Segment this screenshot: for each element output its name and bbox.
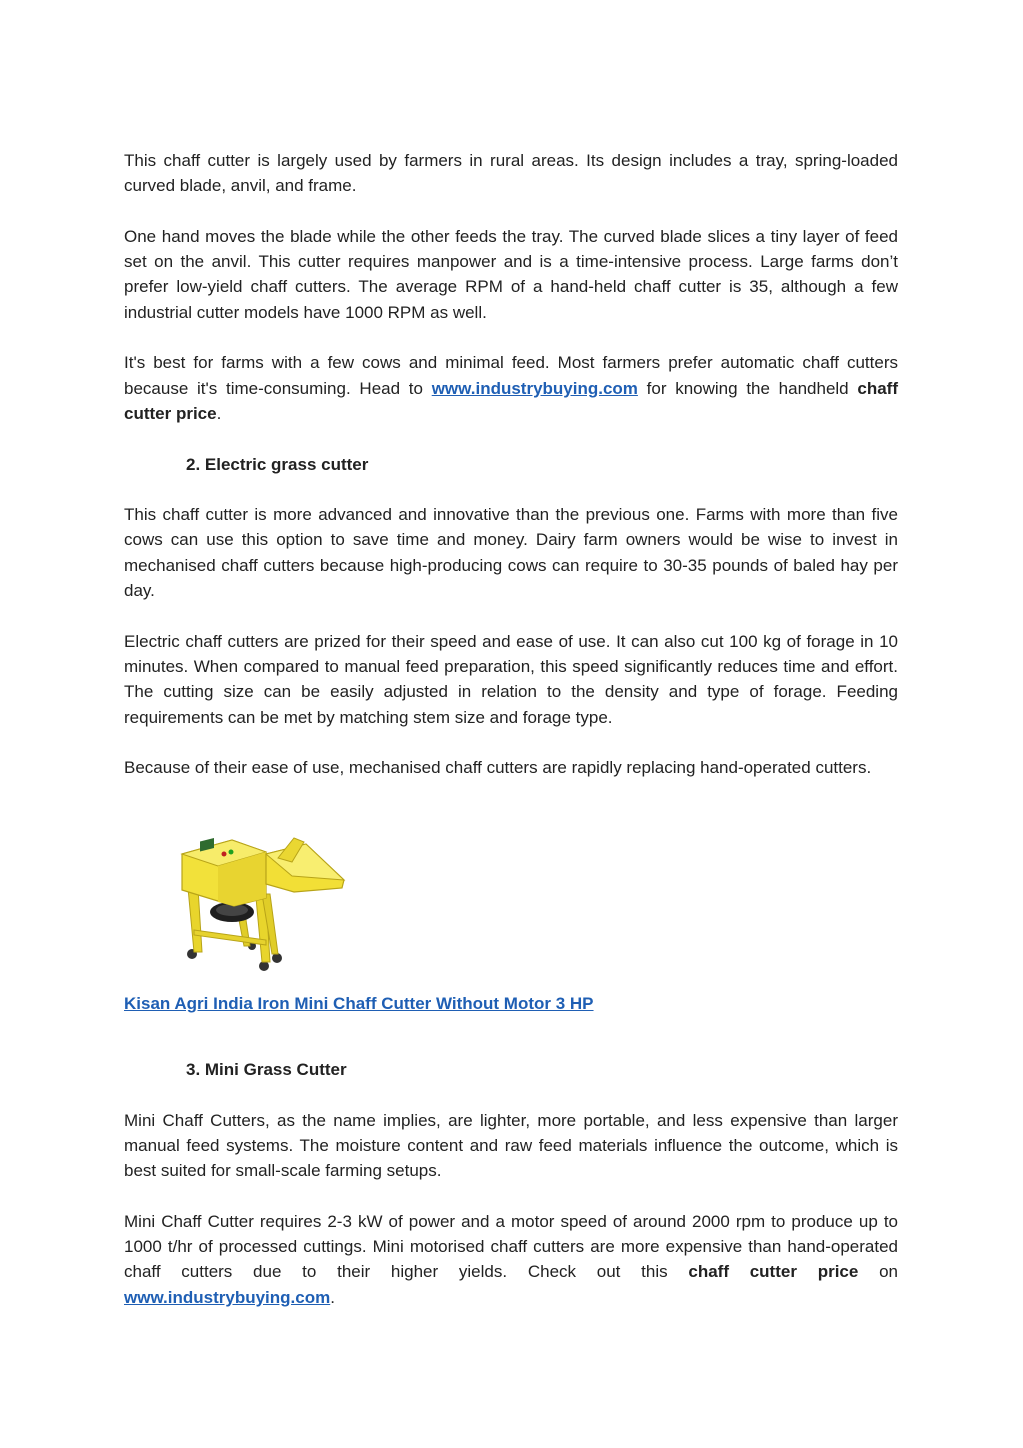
chaff-cutter-machine-photo	[174, 818, 350, 976]
paragraph-manual-intro: This chaff cutter is largely used by farmers in rural areas. Its design includes a tray, spring-loaded curved blade, anvil, and frame.	[124, 151, 898, 196]
heading-electric-grass-cutter: 2. Electric grass cutter	[186, 454, 369, 474]
paragraph-electric-adoption: Because of their ease of use, mechanised chaff cutters are rapidly replacing hand-operated cutters.	[124, 758, 872, 778]
text-span: .	[330, 1287, 335, 1307]
document-body	[124, 148, 898, 806]
bold-text: chaff cutter price	[688, 1262, 859, 1282]
paragraph-manual-usage	[124, 350, 898, 426]
text-span: for knowing the handheld	[637, 378, 858, 398]
document-body-lower	[124, 1057, 898, 1335]
industrybuying-link[interactable]: www.industrybuying.com	[431, 378, 638, 398]
paragraph-mini-intro: Mini Chaff Cutters, as the name implies, are lighter, more portable, and less expensive than larger manual feed systems. The moisture content and raw feed materials influence the outcome, which is best suited for small-scale farming setups.	[124, 1110, 898, 1181]
paragraph-electric-intro: This chaff cutter is more advanced and innovative than the previous one. Farms with more than five cows can use this option to save time and money. Dairy farm owners would be wise to invest in mechanised chaff cutters because high-producing cows can require to 30-35 pounds of baled hay per day.	[124, 505, 898, 601]
text-span: on	[858, 1262, 898, 1282]
paragraph-manual-operation: One hand moves the blade while the other feeds the tray. The curved blade slices a tiny layer of feed set on the anvil. This cutter requires manpower and is a time-intensive process. Large farms don’t prefer low-yield chaff cutters. The average RPM of a hand-held chaff cutter is 35, although a few industrial cutter models have 1000 RPM as well.	[124, 226, 898, 322]
bold-text: chaff cutter price	[124, 378, 898, 423]
product-caption	[124, 991, 594, 1016]
heading-mini-grass-cutter: 3. Mini Grass Cutter	[186, 1060, 347, 1079]
text-span: Mini Chaff Cutter requires 2-3 kW of power and a motor speed of around 2000 rpm to produce up to 1000 t/hr of processed cuttings. Mini motorised chaff cutters are more expensive than hand-operated chaff cutters due to their higher yields. Check out this	[124, 1211, 898, 1282]
industrybuying-link[interactable]: www.industrybuying.com	[124, 1287, 331, 1307]
chaff-cutter-machine-image	[174, 818, 350, 976]
paragraph-electric-speed: Electric chaff cutters are prized for their speed and ease of use. It can also cut 100 kg of forage in 10 minutes. When compared to manual feed preparation, this speed significantly reduces time and effort. The cutting size can be easily adjusted in relation to the density and type of forage. Feeding requirements can be met by matching stem size and forage type.	[124, 631, 898, 727]
text-span: It's best for farms with a few cows and minimal feed. Most farmers prefer automatic chaff cutters because it's time-consuming. Head to	[124, 353, 898, 398]
product-link[interactable]: Kisan Agri India Iron Mini Chaff Cutter Without Motor 3 HP	[124, 994, 594, 1013]
text-span: .	[216, 403, 222, 423]
paragraph-mini-specs	[124, 1209, 898, 1310]
